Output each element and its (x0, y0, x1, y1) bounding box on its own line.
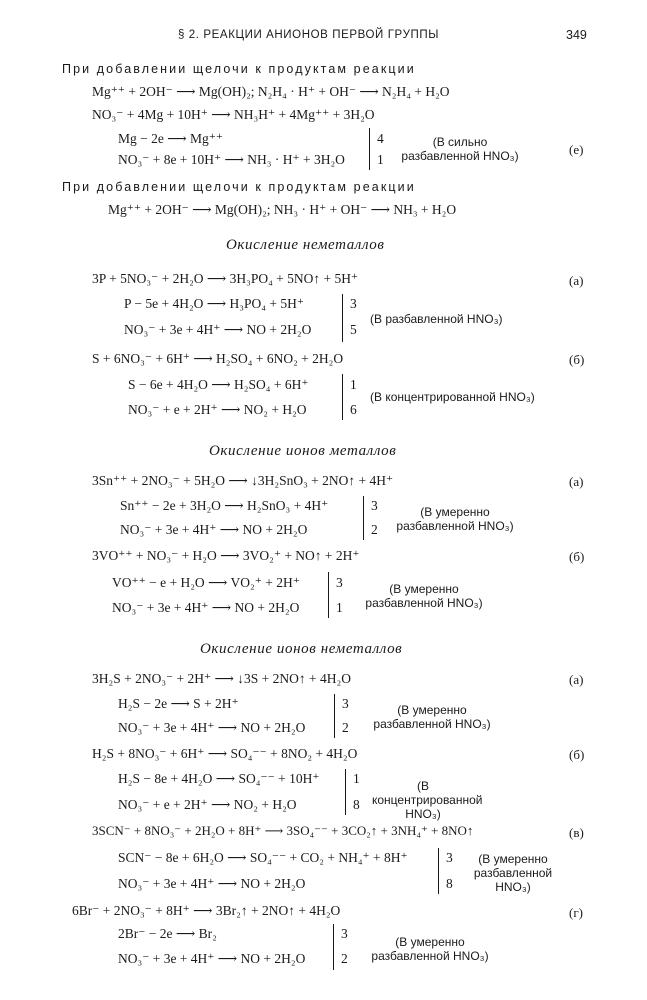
section-title: Окисление ионов металлов (209, 443, 397, 459)
equation: Mg⁺⁺ + 2OH⁻ ⟶ Mg(OH)₂; NH₃ · H⁺ + OH⁻ ⟶ NH₃ + H₂O (108, 202, 457, 217)
coefficient: 5 (350, 322, 357, 337)
reaction-label: (а) (569, 474, 584, 489)
coefficient: 1 (377, 152, 384, 167)
coefficient: 6 (350, 402, 357, 417)
balance-divider (333, 924, 334, 970)
balance-divider (345, 769, 346, 815)
balance-divider (334, 694, 335, 738)
balance-divider (342, 374, 343, 420)
equation: 3SCN⁻ + 8NO₃⁻ + 2H₂O + 8H⁺ ⟶ 3SO₄⁻⁻ + 3CO₂↑ + 3NH₄⁺ + 8NO↑ (92, 823, 474, 838)
half-reaction: Sn⁺⁺ − 2e + 3H₂O ⟶ H₂SnO₃ + 4H⁺ (120, 498, 329, 513)
equation: Mg⁺⁺ + 2OH⁻ ⟶ Mg(OH)₂; N₂H₄ · H⁺ + OH⁻ ⟶ N₂H₄ + H₂O (92, 84, 450, 99)
coefficient: 3 (342, 696, 349, 711)
half-reaction: NO₃⁻ + e + 2H⁺ ⟶ NO₂ + H₂O (118, 797, 297, 812)
half-reaction: SCN⁻ − 8e + 6H₂O ⟶ SO₄⁻⁻ + CO₂ + NH₄⁺ + 8H⁺ (118, 850, 408, 865)
coefficient: 2 (371, 522, 378, 537)
coefficient: 3 (371, 498, 378, 513)
equation: 6Br⁻ + 2NO₃⁻ + 8H⁺ ⟶ 3Br₂↑ + 2NO↑ + 4H₂O (72, 903, 341, 918)
equation: 3VO⁺⁺ + NO₃⁻ + H₂O ⟶ 3VO₂⁺ + NO↑ + 2H⁺ (92, 548, 360, 563)
half-reaction: NO₃⁻ + 8e + 10H⁺ ⟶ NH₃ · H⁺ + 3H₂O (118, 152, 345, 167)
equation: 3P + 5NO₃⁻ + 2H₂O ⟶ 3H₃PO₄ + 5NO↑ + 5H⁺ (92, 271, 359, 286)
half-reaction: NO₃⁻ + 3e + 4H⁺ ⟶ NO + 2H₂O (124, 322, 312, 337)
half-reaction: VO⁺⁺ − e + H₂O ⟶ VO₂⁺ + 2H⁺ (112, 575, 300, 590)
balance-divider (363, 496, 364, 540)
half-reaction: NO₃⁻ + 3e + 4H⁺ ⟶ NO + 2H₂O (120, 522, 308, 537)
section-title: Окисление неметаллов (226, 237, 385, 253)
equation: H₂S + 8NO₃⁻ + 6H⁺ ⟶ SO₄⁻⁻ + 8NO₂ + 4H₂O (92, 746, 358, 761)
coefficient: 3 (350, 296, 357, 311)
reaction-label: (а) (569, 273, 584, 288)
balance-divider (438, 848, 439, 894)
coefficient: 1 (353, 771, 360, 786)
half-reaction: Mg − 2e ⟶ Mg⁺⁺ (118, 131, 223, 146)
coefficient: 2 (341, 951, 348, 966)
balance-divider (342, 294, 343, 342)
condition-note: (В концентрированной HNO₃) (372, 779, 483, 821)
half-reaction: NO₃⁻ + e + 2H⁺ ⟶ NO₂ + H₂O (128, 402, 307, 417)
equation: NO₃⁻ + 4Mg + 10H⁺ ⟶ NH₃H⁺ + 4Mg⁺⁺ + 3H₂O (92, 107, 375, 122)
half-reaction: NO₃⁻ + 3e + 4H⁺ ⟶ NO + 2H₂O (118, 720, 306, 735)
intro-text: При добавлении щелочи к продуктам реакции (62, 62, 416, 76)
half-reaction: NO₃⁻ + 3e + 4H⁺ ⟶ NO + 2H₂O (118, 951, 306, 966)
reaction-label: (б) (569, 549, 585, 564)
condition-note: (В сильно разбавленной HNO₃) (401, 135, 519, 163)
reaction-label: (в) (569, 825, 584, 840)
balance-divider (328, 572, 329, 618)
section-title: Окисление ионов неметаллов (200, 641, 403, 657)
running-title: § 2. РЕАКЦИИ АНИОНОВ ПЕРВОЙ ГРУППЫ (178, 29, 439, 41)
coefficient: 4 (377, 131, 384, 146)
coefficient: 8 (446, 876, 453, 891)
reaction-label: (е) (569, 142, 584, 157)
coefficient: 3 (446, 850, 453, 865)
coefficient: 3 (336, 575, 343, 590)
half-reaction: H₂S − 2e ⟶ S + 2H⁺ (118, 696, 239, 711)
half-reaction: P − 5e + 4H₂O ⟶ H₃PO₄ + 5H⁺ (124, 296, 304, 311)
coefficient: 2 (342, 720, 349, 735)
condition-note: (В умеренно разбавленной HNO₃) (373, 703, 491, 731)
reaction-label: (а) (569, 672, 584, 687)
reaction-label: (б) (569, 747, 585, 762)
coefficient: 1 (336, 600, 343, 615)
condition-note: (В умеренно разбавленной HNO₃) (396, 505, 514, 533)
reaction-label: (б) (569, 352, 585, 367)
equation: 3Sn⁺⁺ + 2NO₃⁻ + 5H₂O ⟶ ↓3H₂SnO₃ + 2NO↑ + 4H⁺ (92, 473, 394, 488)
half-reaction: S − 6e + 4H₂O ⟶ H₂SO₄ + 6H⁺ (128, 377, 309, 392)
half-reaction: NO₃⁻ + 3e + 4H⁺ ⟶ NO + 2H₂O (118, 876, 306, 891)
half-reaction: H₂S − 8e + 4H₂O ⟶ SO₄⁻⁻ + 10H⁺ (118, 771, 320, 786)
condition-note: (В умеренно разбавленной HNO₃) (371, 935, 489, 963)
page-number: 349 (566, 28, 587, 42)
coefficient: 3 (341, 926, 348, 941)
coefficient: 8 (353, 797, 360, 812)
balance-divider (369, 128, 370, 170)
condition-note: (В концентрированной HNO₃) (370, 390, 535, 404)
condition-note: (В умеренно разбавленной HNO₃) (473, 852, 553, 894)
coefficient: 1 (350, 377, 357, 392)
condition-note: (В умеренно разбавленной HNO₃) (365, 582, 483, 610)
half-reaction: 2Br⁻ − 2e ⟶ Br₂ (118, 926, 217, 941)
intro-text: При добавлении щелочи к продуктам реакции (62, 180, 416, 194)
half-reaction: NO₃⁻ + 3e + 4H⁺ ⟶ NO + 2H₂O (112, 600, 300, 615)
reaction-label: (г) (569, 905, 583, 920)
condition-note: (В разбавленной HNO₃) (370, 312, 503, 326)
equation: S + 6NO₃⁻ + 6H⁺ ⟶ H₂SO₄ + 6NO₂ + 2H₂O (92, 351, 344, 366)
equation: 3H₂S + 2NO₃⁻ + 2H⁺ ⟶ ↓3S + 2NO↑ + 4H₂O (92, 671, 351, 686)
